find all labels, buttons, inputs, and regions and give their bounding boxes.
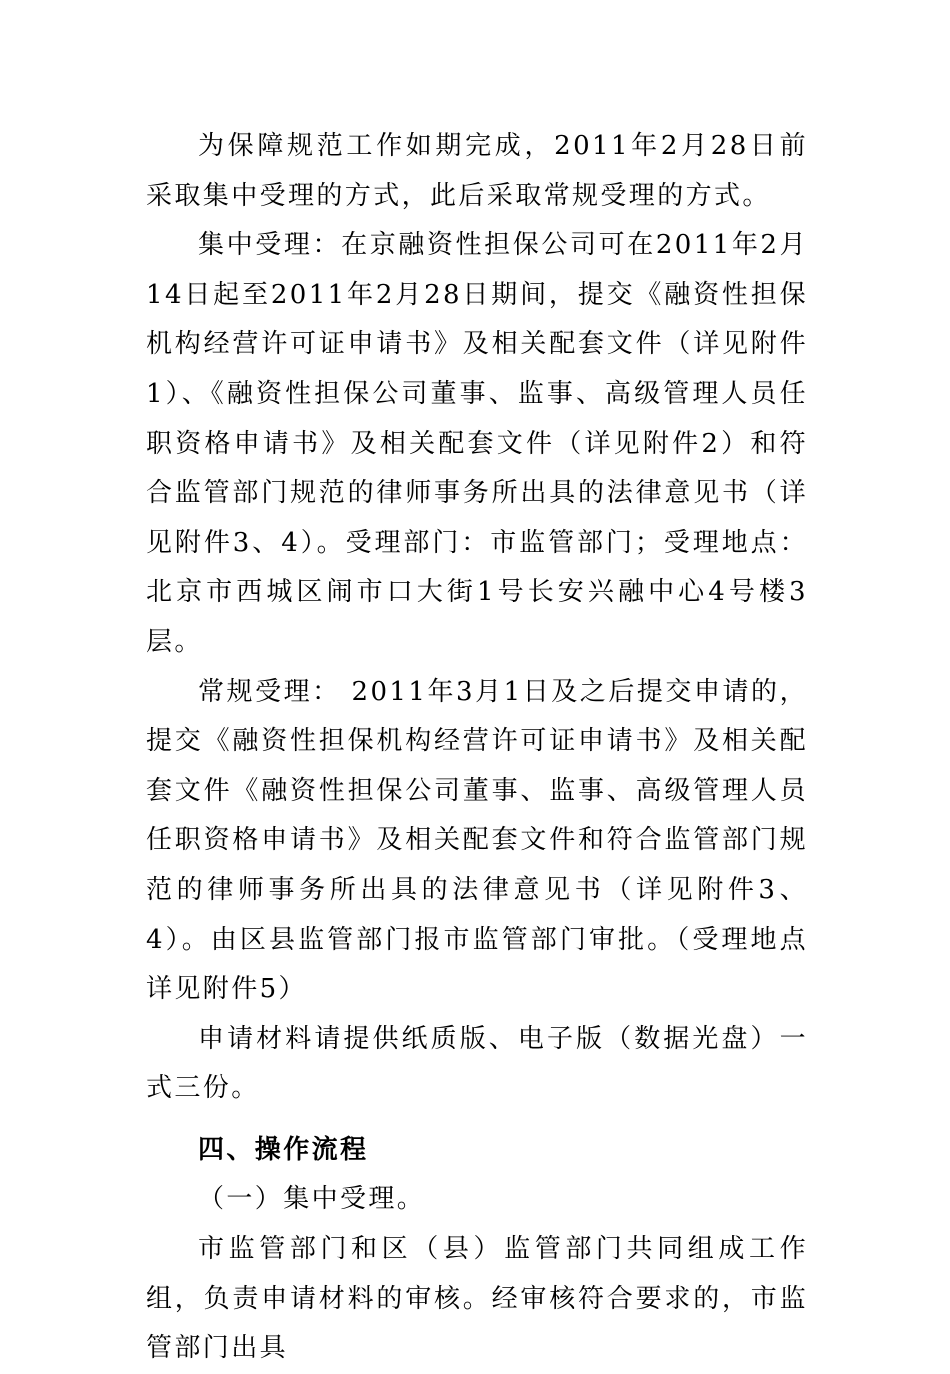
subsection-heading: （一）集中受理。 [198,1184,426,1215]
paragraph-centralized-acceptance: 集中受理：在京融资性担保公司可在2011年2月14日起至2011年2月28日期间，提交《融资性担保机构经营许可证申请书》及相关配套文件（详见附件1）、《融资性担保公司董事、监事、高级管理人员任职资格申请书》及相关配套文件（详见附件2）和符合监管部门规范的律师事务所出具的法律意见书（详见附件3、4）。受理部门：市监管部门；受理地点：北京市西城区闹市口大街1号长安兴融中心4号楼3层。 [146,230,808,657]
paragraph-materials: 申请材料请提供纸质版、电子版（数据光盘）一式三份。 [146,1023,808,1104]
document-body [146,122,808,1374]
section-heading: 四、操作流程 [198,1134,369,1165]
paragraph-regular-acceptance: 常规受理： 2011年3月1日及之后提交申请的，提交《融资性担保机构经营许可证申请书》及相关配套文件《融资性担保公司董事、监事、高级管理人员任职资格申请书》及相关配套文件和符合监管部门规范的律师事务所出具的法律意见书（详见附件3、4）。由区县监管部门报市监管部门审批。（受理地点详见附件5） [146,676,808,1005]
paragraph-working-group: 市监管部门和区（县）监管部门共同组成工作组，负责申请材料的审核。经审核符合要求的，市监管部门出具 [146,1234,808,1364]
paragraph-schedule: 为保障规范工作如期完成，2011年2月28日前采取集中受理的方式，此后采取常规受理的方式。 [146,131,808,211]
